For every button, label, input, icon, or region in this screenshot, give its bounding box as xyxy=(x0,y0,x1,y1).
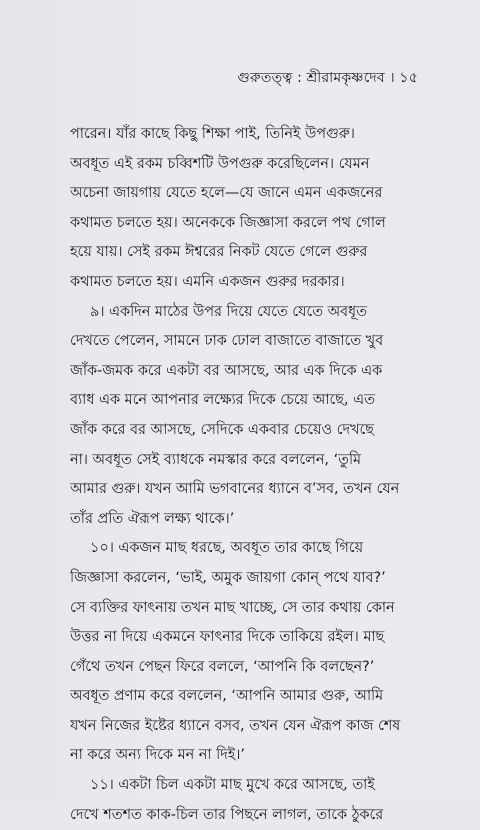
paragraph-11 xyxy=(70,771,414,830)
text-line: অবধূত এই রকম চব্বিশটি উপগুরু করেছিলেন। যেমন xyxy=(70,155,370,172)
text-line: যখন নিজের ইষ্টের ধ্যানে বসব, তখন যেন ঐরূপ কাজ শেষ xyxy=(70,717,401,734)
text-line: না। অবধূত সেই ব্যাধকে নমস্কার করে বললেন, ‘তুমি xyxy=(70,451,362,468)
text-line: কথামত চলতে হয়। অনেককে জিজ্ঞাসা করলে পথ গোল xyxy=(70,214,386,231)
text-line: দেখে শতশত কাক-চিল তার পিছনে লাগল, তাকে ঠুকরে xyxy=(70,806,384,823)
text-line: কথামত চলতে হয়। এমনি একজন গুরুর দরকার। xyxy=(70,273,345,290)
text-line: ১০। একজন মাছ ধরছে, অবধূত তার কাছে গিয়ে xyxy=(90,540,364,557)
text-line: সে ব্যক্তির ফাৎনায় তখন মাছ খাচ্ছে, সে তার কথায় কোন xyxy=(70,599,395,616)
text-line: না করে অন্য দিকে মন না দিই।’ xyxy=(70,747,245,764)
text-line: ৯। একদিন মাঠের উপর দিয়ে যেতে যেতে অবধূত xyxy=(90,303,367,320)
text-line: অবধূত প্রণাম করে বললেন, ‘আপনি আমার গুরু, আমি xyxy=(70,688,384,705)
text-line: অচেনা জায়গায় যেতে হলে—যে জানে এমন একজনের xyxy=(70,185,383,202)
text-line: জাঁক করে বর আসছে, সেদিকে একবার চেয়েও দেখছে xyxy=(70,421,374,438)
text-line: জাঁক-জমক করে একটা বর আসছে, আর এক দিকে এক xyxy=(70,362,383,379)
text-line: ব্যাধ এক মনে আপনার লক্ষ্যের দিকে চেয়ে আছে, এত xyxy=(70,392,375,409)
text-line: জিজ্ঞাসা করলেন, ‘ভাই, অমুক জায়গা কোন্ পথে যাব?’ xyxy=(70,569,386,586)
text-line: উত্তর না দিয়ে একমনে ফাৎনার দিকে তাকিয়ে রইল। মাছ xyxy=(70,629,385,646)
paragraph-1 xyxy=(70,120,414,298)
text-line: ১১। একটা চিল একটা মাছ মুখে করে আসছে, তাই xyxy=(90,777,375,794)
text-line: পারেন। যাঁর কাছে কিছু শিক্ষা পাই, তিনিই উপগুরু। xyxy=(70,126,355,142)
text-line: তাঁর প্রতি ঐরূপ লক্ষ্য থাকে।’ xyxy=(70,510,235,527)
text-line: দেখতে পেলেন, সামনে ঢাক ঢোল বাজাতে বাজাতে খুব xyxy=(70,333,384,350)
paragraph-10 xyxy=(70,534,414,771)
paragraph-9 xyxy=(70,298,414,535)
text-line: আমার গুরু। যখন আমি ভগবানের ধ্যানে ব’সব, তখন যেন xyxy=(70,481,400,498)
text-line: গেঁথে তখন পেছন ফিরে বললে, ‘আপনি কি বলছেন?’ xyxy=(70,658,375,675)
text-line: হয়ে যায়। সেই রকম ঈশ্বরের নিকট যেতে গেলে গুরুর xyxy=(70,244,368,261)
running-head: গুরুতত্ত্ব : শ্রীরামকৃষ্ণদেব । ১৫ xyxy=(237,70,418,86)
body-text xyxy=(70,120,414,830)
